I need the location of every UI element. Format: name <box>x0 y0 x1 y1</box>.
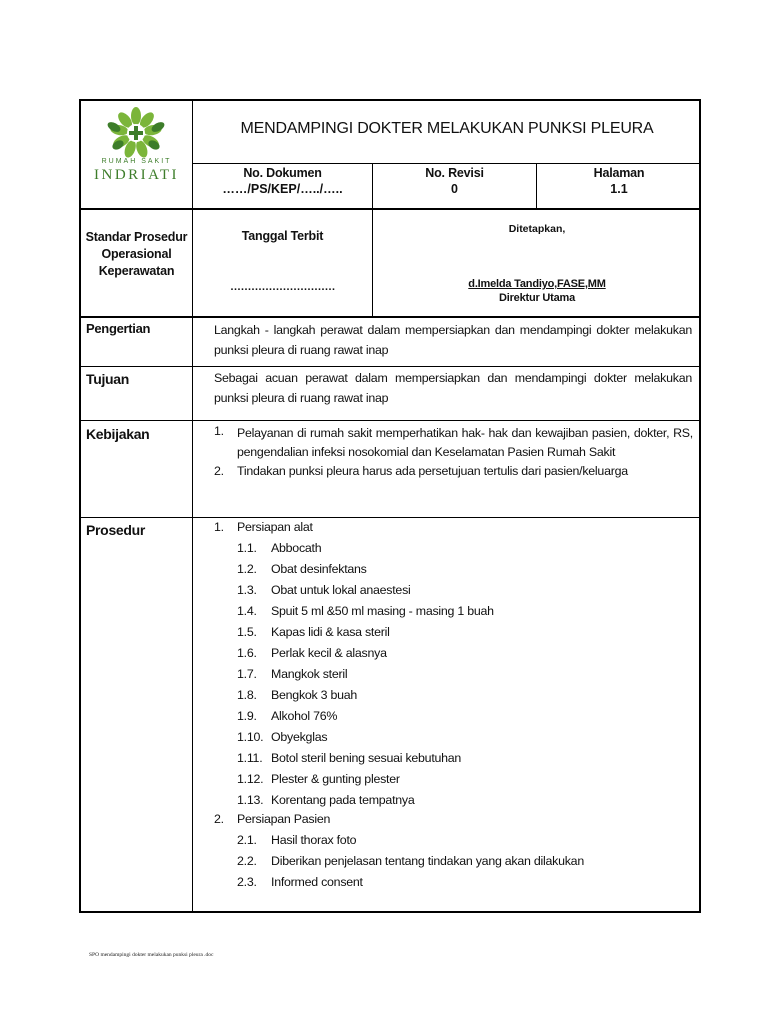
item-number: 2.1. <box>237 833 257 847</box>
meta-divider <box>79 316 701 318</box>
item-number: 1.13. <box>237 793 264 807</box>
item-number: 1.2. <box>237 562 257 576</box>
pengertian-text: Langkah - langkah perawat dalam mempersiapkan dan mendampingi dokter melakukan punksi pleura di ruang rawat inap <box>214 323 692 357</box>
item-number: 1.5. <box>237 625 257 639</box>
hospital-logo <box>81 101 192 208</box>
prosedur-group-title: Persiapan alat <box>237 520 313 534</box>
approval-label: Ditetapkan, <box>508 223 566 235</box>
issue-date-value: ………………………… <box>230 281 335 293</box>
page-value: 1.1 <box>610 182 628 196</box>
issue-date-label: Tanggal Terbit <box>241 229 324 243</box>
page-cell <box>537 166 701 196</box>
title-divider <box>193 163 701 164</box>
item-text: Plester & gunting plester <box>271 772 400 786</box>
doc-number-label: No. Dokumen <box>243 166 322 180</box>
page-label: Halaman <box>593 166 645 180</box>
footer-filename: SPO mendampingi dokter melakukan punksi pleura .doc <box>89 952 214 958</box>
spo-category-line3: Keperawatan <box>98 264 175 278</box>
item-number: 1.1. <box>237 541 257 555</box>
item-number: 1.9. <box>237 709 257 723</box>
item-number: 1.11. <box>237 751 263 765</box>
row-divider-tujuan <box>79 420 701 421</box>
director-title: Direktur Utama <box>498 292 576 304</box>
item-number: 1.3. <box>237 583 257 597</box>
item-text: Kapas lidi & kasa steril <box>271 625 390 639</box>
item-text: Korentang pada tempatnya <box>271 793 415 807</box>
item-number: 2.3. <box>237 875 257 889</box>
item-text: Botol steril bening sesuai kebutuhan <box>271 751 462 765</box>
item-number: 1.6. <box>237 646 257 660</box>
logo-name: INDRIATI <box>94 167 179 183</box>
director-name: d.Imelda Tandiyo,FASE,MM <box>468 278 606 290</box>
prosedur-group-number: 1. <box>214 520 224 534</box>
doc-number-value: ……/PS/KEP/…../….. <box>222 182 343 196</box>
item-text: Obyekglas <box>271 730 328 744</box>
item-number: 2.2. <box>237 854 257 868</box>
kebijakan-item-text: Pelayanan di rumah sakit memperhatikan hak- hak dan kewajiban pasien, dokter, RS, pengendalian infeksi nosokomial dan Keselamatan Pasien Rumah Sakit <box>237 426 693 459</box>
revision-label: No. Revisi <box>425 166 484 180</box>
label-column-divider <box>192 99 193 913</box>
spo-category-line1: Standar Prosedur <box>85 230 188 244</box>
spo-category-line2: Operasional <box>101 247 172 261</box>
item-text: Mangkok steril <box>271 667 348 681</box>
prosedur-list <box>214 520 694 900</box>
item-text: Obat untuk lokal anaestesi <box>271 583 411 597</box>
prosedur-group-number: 2. <box>214 812 224 826</box>
logo-subtitle: RUMAH SAKIT <box>101 158 172 165</box>
revision-cell <box>373 166 536 196</box>
document-title: MENDAMPINGI DOKTER MELAKUKAN PUNKSI PLEURA <box>240 120 654 137</box>
item-text: Abbocath <box>271 541 322 555</box>
prosedur-group-title: Persiapan Pasien <box>237 812 331 826</box>
doc-number-cell <box>193 166 372 196</box>
tujuan-label: Tujuan <box>86 371 130 387</box>
spo-category <box>81 229 192 280</box>
header-divider <box>79 208 701 210</box>
item-text: Perlak kecil & alasnya <box>271 646 387 660</box>
item-number: 1.12. <box>237 772 264 786</box>
item-number: 1.4. <box>237 604 257 618</box>
prosedur-label: Prosedur <box>86 522 146 538</box>
row-divider-kebijakan <box>79 517 701 518</box>
item-text: Diberikan penjelasan tentang tindakan yang akan dilakukan <box>271 854 584 868</box>
kebijakan-label: Kebijakan <box>86 426 150 442</box>
item-text: Informed consent <box>271 875 363 889</box>
item-number: 1.10. <box>237 730 264 744</box>
item-number: 1.7. <box>237 667 257 681</box>
kebijakan-item-text: Tindakan punksi pleura harus ada persetujuan tertulis dari pasien/keluarga <box>237 464 628 478</box>
revision-value: 0 <box>451 182 458 196</box>
item-text: Bengkok 3 buah <box>271 688 358 702</box>
kebijakan-item-number: 2. <box>214 464 224 478</box>
item-text: Obat desinfektans <box>271 562 367 576</box>
item-text: Alkohol 76% <box>271 709 338 723</box>
item-number: 1.8. <box>237 688 257 702</box>
kebijakan-item-number: 1. <box>214 424 224 438</box>
row-divider-pengertian <box>79 366 701 367</box>
tujuan-text: Sebagai acuan perawat dalam mempersiapkan dan mendampingi dokter melakukan punksi pleura di ruang rawat inap <box>214 371 692 405</box>
pengertian-label: Pengertian <box>86 321 151 336</box>
item-text: Hasil thorax foto <box>271 833 357 847</box>
flower-cross-icon <box>81 101 192 208</box>
item-text: Spuit 5 ml &50 ml masing - masing 1 buah <box>271 604 494 618</box>
